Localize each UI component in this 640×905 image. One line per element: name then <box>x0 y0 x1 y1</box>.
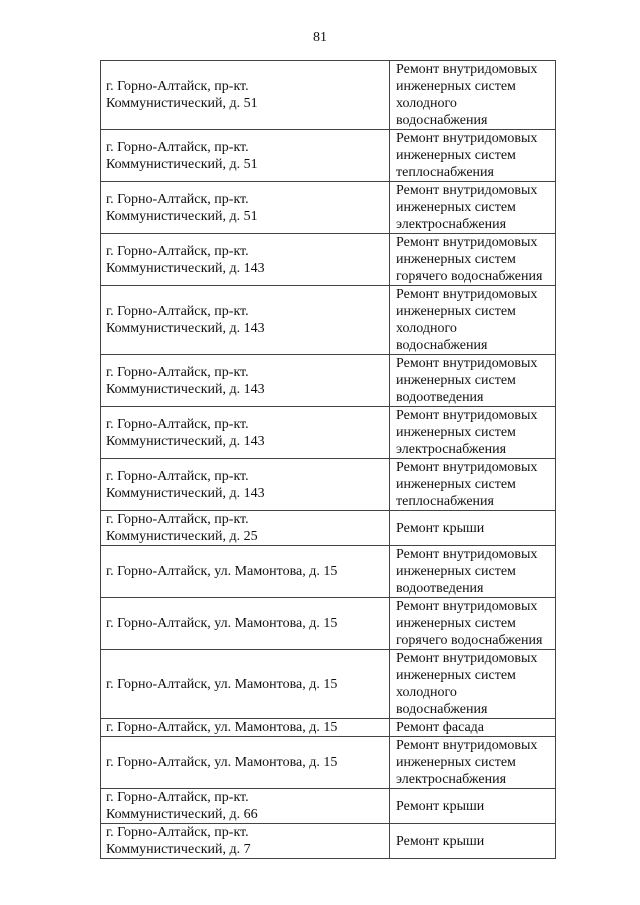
work-type-cell: Ремонт внутридомовых инженерных систем теплоснабжения <box>390 130 556 182</box>
work-type-cell: Ремонт внутридомовых инженерных систем холодного водоснабжения <box>390 61 556 130</box>
work-type-cell: Ремонт внутридомовых инженерных систем электроснабжения <box>390 737 556 789</box>
address-cell: г. Горно-Алтайск, пр-кт. Коммунистический, д. 51 <box>101 61 390 130</box>
table-row <box>101 824 556 859</box>
address-cell: г. Горно-Алтайск, пр-кт. Коммунистический, д. 25 <box>101 511 390 546</box>
work-type-cell: Ремонт внутридомовых инженерных систем водоотведения <box>390 355 556 407</box>
address-cell: г. Горно-Алтайск, пр-кт. Коммунистический, д. 143 <box>101 459 390 511</box>
table-row <box>101 789 556 824</box>
repair-works-table <box>100 60 556 859</box>
work-type-cell: Ремонт внутридомовых инженерных систем электроснабжения <box>390 407 556 459</box>
table-row <box>101 182 556 234</box>
address-cell: г. Горно-Алтайск, пр-кт. Коммунистический, д. 143 <box>101 234 390 286</box>
table-row <box>101 511 556 546</box>
address-cell: г. Горно-Алтайск, пр-кт. Коммунистический, д. 7 <box>101 824 390 859</box>
table-row <box>101 355 556 407</box>
work-type-cell: Ремонт внутридомовых инженерных систем водоотведения <box>390 546 556 598</box>
address-cell: г. Горно-Алтайск, пр-кт. Коммунистический, д. 66 <box>101 789 390 824</box>
work-type-cell: Ремонт внутридомовых инженерных систем горячего водоснабжения <box>390 234 556 286</box>
work-type-cell: Ремонт внутридомовых инженерных систем холодного водоснабжения <box>390 650 556 719</box>
table-row <box>101 61 556 130</box>
address-cell: г. Горно-Алтайск, ул. Мамонтова, д. 15 <box>101 546 390 598</box>
work-type-cell: Ремонт крыши <box>390 789 556 824</box>
address-cell: г. Горно-Алтайск, ул. Мамонтова, д. 15 <box>101 598 390 650</box>
address-cell: г. Горно-Алтайск, ул. Мамонтова, д. 15 <box>101 719 390 737</box>
page-number: 81 <box>313 30 327 45</box>
address-cell: г. Горно-Алтайск, пр-кт. Коммунистический, д. 143 <box>101 286 390 355</box>
table-row <box>101 719 556 737</box>
address-cell: г. Горно-Алтайск, ул. Мамонтова, д. 15 <box>101 737 390 789</box>
work-type-cell: Ремонт крыши <box>390 824 556 859</box>
table-row <box>101 130 556 182</box>
table-row <box>101 650 556 719</box>
address-cell: г. Горно-Алтайск, пр-кт. Коммунистический, д. 51 <box>101 182 390 234</box>
work-type-cell: Ремонт внутридомовых инженерных систем теплоснабжения <box>390 459 556 511</box>
table-row <box>101 459 556 511</box>
table-row <box>101 234 556 286</box>
work-type-cell: Ремонт внутридомовых инженерных систем горячего водоснабжения <box>390 598 556 650</box>
address-cell: г. Горно-Алтайск, пр-кт. Коммунистический, д. 51 <box>101 130 390 182</box>
work-type-cell: Ремонт фасада <box>390 719 556 737</box>
table-row <box>101 286 556 355</box>
table-row <box>101 407 556 459</box>
address-cell: г. Горно-Алтайск, пр-кт. Коммунистический, д. 143 <box>101 355 390 407</box>
table-row <box>101 737 556 789</box>
address-cell: г. Горно-Алтайск, ул. Мамонтова, д. 15 <box>101 650 390 719</box>
work-type-cell: Ремонт внутридомовых инженерных систем холодного водоснабжения <box>390 286 556 355</box>
table-row <box>101 598 556 650</box>
table-row <box>101 546 556 598</box>
work-type-cell: Ремонт крыши <box>390 511 556 546</box>
work-type-cell: Ремонт внутридомовых инженерных систем электроснабжения <box>390 182 556 234</box>
address-cell: г. Горно-Алтайск, пр-кт. Коммунистический, д. 143 <box>101 407 390 459</box>
